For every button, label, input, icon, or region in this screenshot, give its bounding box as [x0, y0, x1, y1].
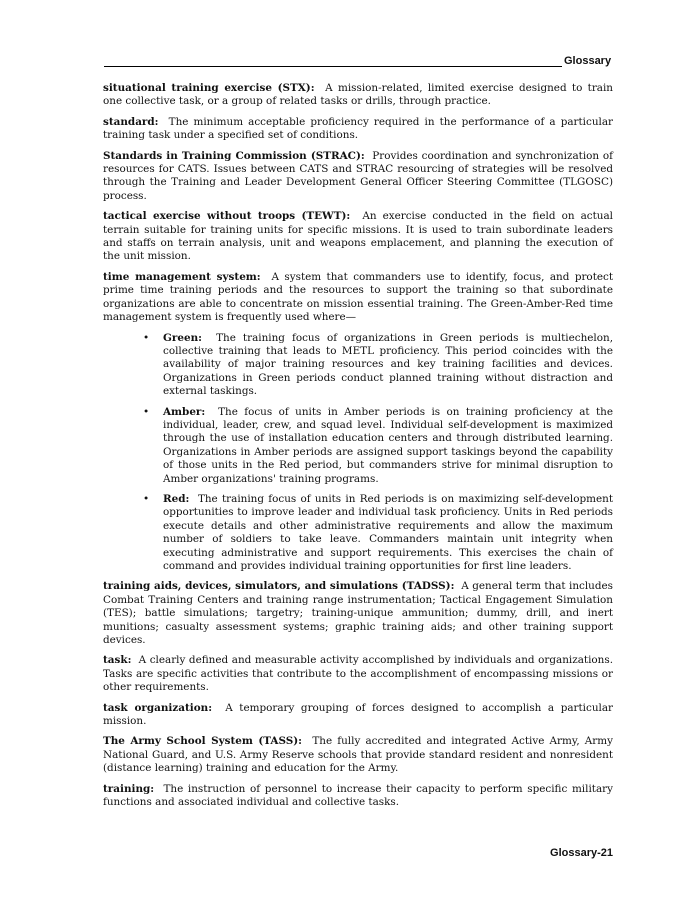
glossary-term: task:: [103, 654, 132, 667]
glossary-definition: Provides coordination and synchronization of resources for CATS. Issues between CATS and STRAC resourcing of strategies will be resolved through the Training and Leader Development General Officer Steering Committee (TLGOSC) process.: [103, 149, 614, 202]
glossary-definition: A general term that includes Combat Training Centers and training range instrumentation; Tactical Engagement Simulation (TES); battle simulations; targetry; training-unique ammunition; dummy, drill, and inert munitions; casualty assessment systems; graphic training aids; and other training support devices.: [103, 580, 613, 647]
glossary-entry: [103, 654, 613, 694]
glossary-term: task organization:: [103, 701, 213, 714]
bullet-term: Amber:: [163, 405, 206, 418]
glossary-definition: An exercise conducted in the field on actual terrain suitable for training units for specific missions. It is used to train subordinate leaders and staffs on terrain analysis, unit and weapons emplacement, and planning the execution of the unit mission.: [103, 210, 613, 263]
glossary-entry: [103, 116, 613, 143]
bullet-icon: •: [143, 331, 150, 344]
glossary-entry: [103, 735, 613, 775]
list-item: [143, 406, 613, 486]
glossary-entry: [103, 271, 613, 325]
glossary-definition: A system that commanders use to identify, focus, and protect prime time training periods and the resources to support the training so that subordinate organizations are able to concentrate on mission essential training. The Green-Amber-Red time management system is frequently used where—: [103, 270, 614, 324]
bullet-icon: •: [143, 405, 150, 418]
glossary-entry: [103, 82, 613, 109]
glossary-term: Standards in Training Commission (STRAC):: [103, 149, 365, 162]
glossary-term: situational training exercise (STX):: [103, 82, 315, 94]
glossary-definition: The instruction of personnel to increase their capacity to perform specific military functions and associated individual and collective tasks.: [103, 782, 613, 809]
glossary-term: training aids, devices, simulators, and simulations (TADSS):: [103, 580, 455, 593]
bullet-icon: •: [143, 492, 150, 505]
glossary-definition: A mission-related, limited exercise designed to train one collective task, or a group of related tasks or drills, through practice.: [103, 82, 614, 108]
glossary-term: tactical exercise without troops (TEWT):: [103, 210, 351, 223]
glossary-entry: [103, 783, 613, 810]
glossary-content: [103, 82, 613, 817]
glossary-term: The Army School System (TASS):: [103, 735, 303, 748]
header-rule: [104, 66, 562, 67]
glossary-entry: [103, 210, 613, 264]
bullet-term: Red:: [163, 492, 190, 505]
glossary-definition: A clearly defined and measurable activity accomplished by individuals and organizations. Tasks are specific activities that contribute to the accomplishment of encompassing missions or other requirements.: [103, 654, 613, 694]
bullet-text: The training focus of units in Red periods is on maximizing self-development opportunities to improve leader and individual task proficiency. Units in Red periods execute details and other administrative requirements and allow the maximum number of soldiers to take leave. Commanders maintain unit integrity when executing administrative and support requirements. This exercises the chain of command and provides individual training opportunities for first line leaders.: [163, 492, 613, 572]
glossary-term: time management system:: [103, 270, 261, 283]
glossary-term: training:: [103, 782, 155, 795]
bullet-text: The training focus of organizations in Green periods is multiechelon, collective training that leads to METL proficiency. This period coincides with the availability of major training resources and key training facilities and devices. Organizations in Green periods conduct planned training without distraction and external taskings.: [163, 331, 613, 398]
glossary-term: standard:: [103, 115, 159, 128]
list-item: [143, 493, 613, 573]
page-number: Glossary-21: [550, 847, 613, 859]
list-item: [143, 332, 613, 399]
time-period-list: [103, 332, 613, 574]
glossary-entry: [103, 580, 613, 647]
glossary-definition: The minimum acceptable proficiency required in the performance of a particular training task under a specified set of conditions.: [103, 115, 613, 142]
page-header-title: Glossary: [564, 55, 612, 67]
glossary-entry: [103, 702, 613, 729]
glossary-entry: [103, 150, 613, 204]
bullet-term: Green:: [163, 331, 202, 344]
bullet-text: The focus of units in Amber periods is on training proficiency at the individual, leader, crew, and squad level. Individual self-development is maximized through the use of installation education centers and through distributed learning. Organizations in Amber periods are assigned support taskings beyond the capability of those units in the Red period, but commanders strive for minimal disruption to Amber organizations' training programs.: [163, 405, 614, 485]
glossary-definition: The fully accredited and integrated Active Army, Army National Guard, and U.S. Army Reserve schools that provide standard resident and nonresident (distance learning) training and education for the Army.: [103, 735, 613, 775]
glossary-definition: A temporary grouping of forces designed to accomplish a particular mission.: [103, 701, 614, 728]
